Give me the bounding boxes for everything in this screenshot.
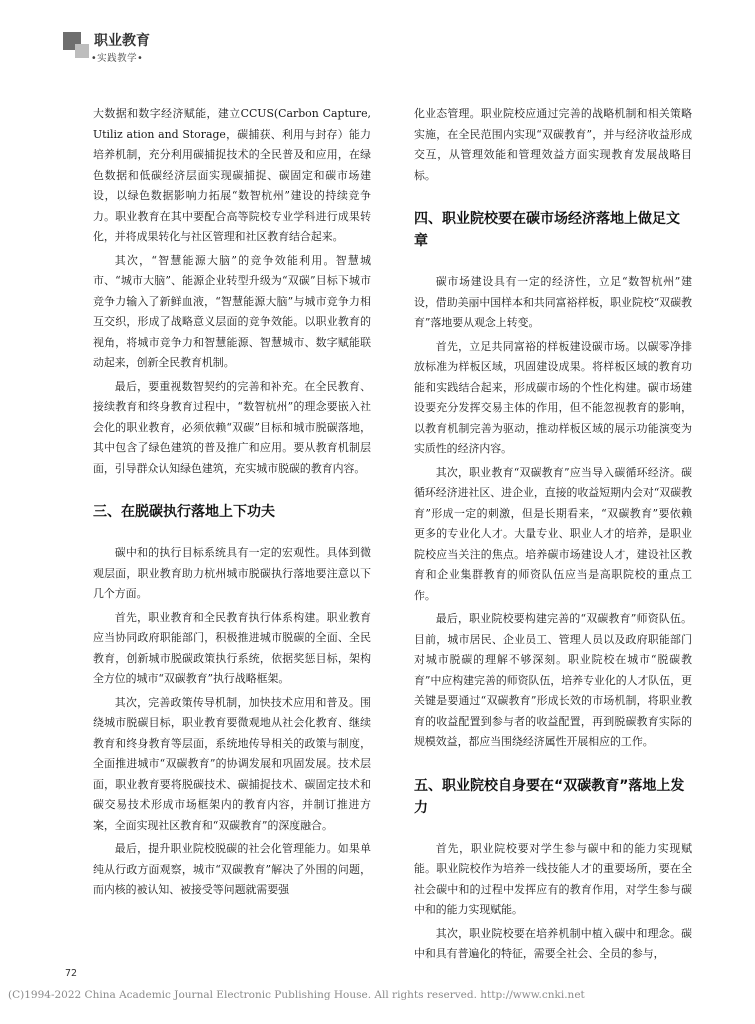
left-column <box>93 104 371 904</box>
paragraph: 首先，职业院校要对学生参与碳中和的能力实现赋能。职业院校作为培养一线技能人才的重要场所，要在全社会碳中和的过程中发挥应有的教育作用，对学生参与碳中和的能力实现赋能。 <box>414 841 692 916</box>
paragraph: 其次，完善政策传导机制，加快技术应用和普及。围绕城市脱碳目标，职业教育要微观地从社会化教育、继续教育和终身教育等层面，系统地传导相关的政策与制度，全面推进城市“双碳教育”的协调发展和巩固发展。技术层面，职业教育要将脱碳技术、碳捕捉技术、碳固定技术和碳交易技术形成市场框架内的教育内容，并制订推进方案，全面实现社区教育和“双碳教育”的深度融合。 <box>93 695 371 832</box>
header-logo-square-light <box>75 44 89 58</box>
journal-title: 职业教育 <box>94 33 150 49</box>
paragraph: 碳市场建设具有一定的经济性，立足“数智杭州”建设，借助美丽中国样本和共同富裕样板，职业院校“双碳教育”落地要从观念上转变。 <box>414 275 692 329</box>
paragraph: 最后，要重视数智契约的完善和补充。在全民教育、接续教育和终身教育过程中，“数智杭州”的理念要嵌入社会化的职业教育，必须依赖“双碳”目标和城市脱碳落地，其中包含了绿色建筑的普及推广和应用。要从教育机制层面，引导群众认知绿色建筑，充实城市脱碳的教育内容。 <box>93 379 371 475</box>
journal-section: •实践教学• <box>91 53 144 64</box>
page-number: 72 <box>65 968 78 979</box>
right-column <box>414 104 692 968</box>
paragraph: 其次，职业教育“双碳教育”应当导入碳循环经济。碳循环经济进社区、进企业，直接的收益短期内会对“双碳教育”形成一定的刺激，但是长期看来，“双碳教育”要依赖更多的专业化人才。大量专业、职业人才的培养，是职业院校应当关注的焦点。培养碳市场建设人才，建设社区教育和企业集群教育的师资队伍应当是高职院校的重点工作。 <box>414 465 692 602</box>
paragraph: 大数据和数字经济赋能，建立CCUS(Carbon Capture, Utiliz ation and Storage，碳捕获、利用与封存）能力培养机制，充分利用碳捕捉技术的全民普及和应用，在绿色数据和低碳经济层面实现碳捕捉、碳固定和碳市场建设，以绿色数据影响力拓展“数智杭州”建设的持续竞争力。职业教育在其中要配合高等院校专业学科进行成果转化，并将成果转化与社区管理和社区教育结合起来。 <box>93 107 371 243</box>
section-heading: 三、在脱碳执行落地上下功夫 <box>93 504 275 520</box>
paragraph: 首先，立足共同富裕的样板建设碳市场。以碳零净排放标准为样板区域，巩固建设成果。将样板区域的教育功能和实践结合起来，形成碳市场的个性化构建。碳市场建设要充分发挥交易主体的作用，但不能忽视教育的影响，以教育机制完善为驱动，推动样板区域的展示功能演变为实质性的经济内容。 <box>414 339 692 455</box>
paragraph: 碳中和的执行目标系统具有一定的宏观性。具体到微观层面，职业教育助力杭州城市脱碳执行落地要注意以下几个方面。 <box>93 546 371 600</box>
paragraph: 其次，“智慧能源大脑”的竞争效能利用。智慧城市、“城市大脑”、能源企业转型升级为“双碳”目标下城市竞争力输入了新鲜血液，“智慧能源大脑”与城市竞争力相互交织，形成了战略意义层面的竞争效能。以职业教育的视角，将城市竞争力和智慧能源、智慧城市、数字赋能联动起来，创新全民教育机制。 <box>93 253 371 369</box>
paragraph: 最后，职业院校要构建完善的“双碳教育”师资队伍。目前，城市居民、企业员工、管理人员以及政府职能部门对城市脱碳的理解不够深刻。职业院校在城市“脱碳教育”中应构建完善的师资队伍，培养专业化的人才队伍，更关键是要通过“双碳教育”形成长效的市场机制，将职业教育的收益配置到参与者的收益配置，再到脱碳教育实际的规模效益，都应当围绕经济属性开展相应的工作。 <box>414 612 692 748</box>
section-heading: 四、职业院校要在碳市场经济落地上做足文章 <box>414 211 680 249</box>
paragraph: 最后，提升职业院校脱碳的社会化管理能力。如果单纯从行政方面观察，城市“双碳教育”解决了外围的问题，而内核的被认知、被接受等问题就需要强 <box>93 842 371 896</box>
copyright-footer: (C)1994-2022 China Academic Journal Electronic Publishing House. All rights reserved. http://www.cnki.net <box>8 989 585 1001</box>
section-heading: 五、职业院校自身要在“双碳教育”落地上发力 <box>414 777 685 816</box>
paragraph: 首先，职业教育和全民教育执行体系构建。职业教育应当协同政府职能部门，积极推进城市脱碳的全面、全民教育，创新城市脱碳政策执行系统，依据奖惩目标，架构全方位的城市“双碳教育”执行战略框架。 <box>93 610 371 685</box>
paragraph: 其次，职业院校要在培养机制中植入碳中和理念。碳中和具有普遍化的特征，需要全社会、全员的参与， <box>414 926 692 960</box>
paragraph: 化业态管理。职业院校应通过完善的战略机制和相关策略实施，在全民范围内实现“双碳教育”，并与经济收益形成交互，从管理效能和管理效益方面实现教育发展战略目标。 <box>414 107 692 182</box>
